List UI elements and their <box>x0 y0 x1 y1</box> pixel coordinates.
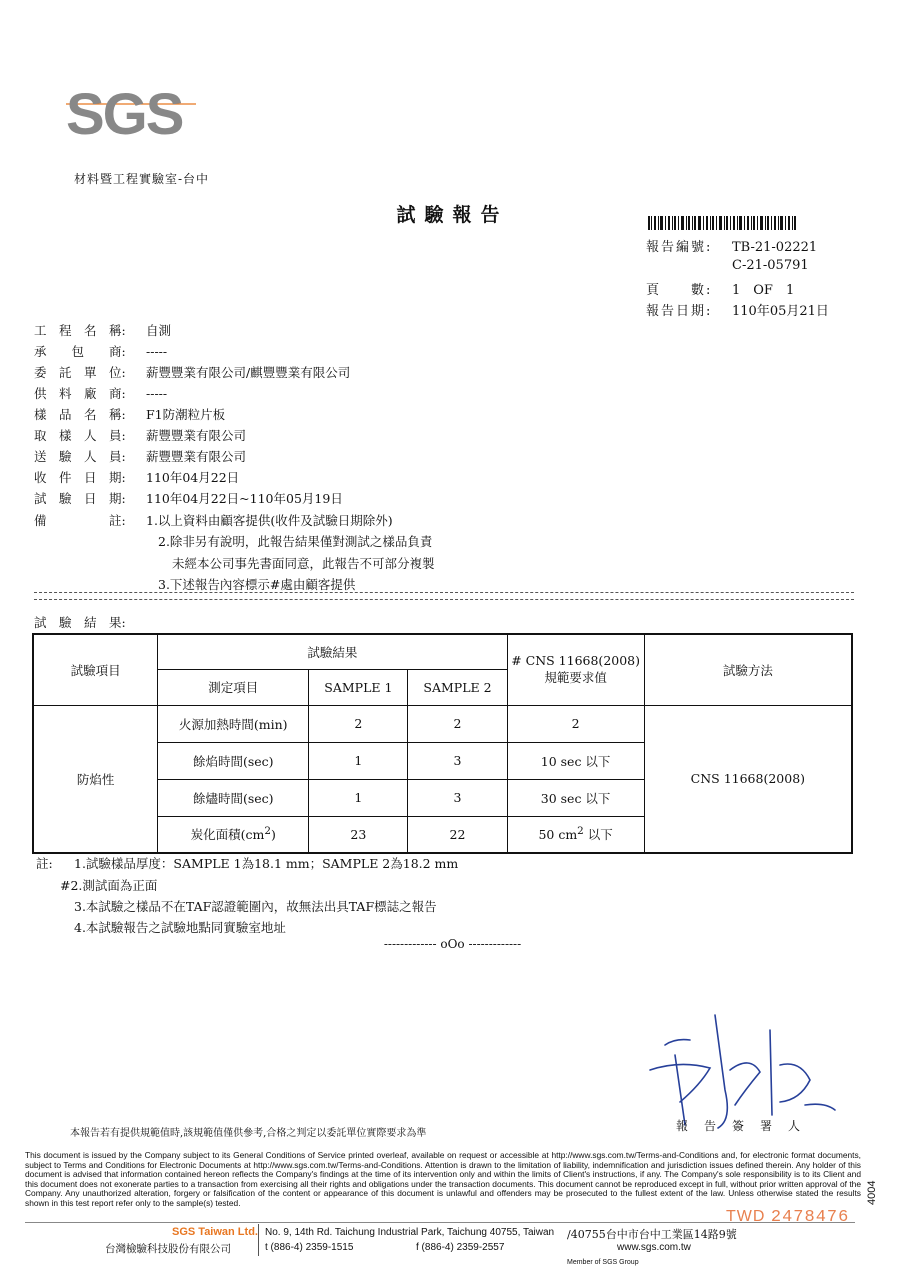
disclaimer: 本報告若有提供規範值時,該規範值僅供參考,合格之判定以委託單位實際要求為準 <box>70 1128 427 1139</box>
header-sample-2: SAMPLE 2 <box>408 669 507 705</box>
sample-2-cell: 2 <box>408 705 507 742</box>
address-cn: /40755台中市台中工業區14路9號 <box>567 1228 737 1241</box>
info-row: 委 託 單 位: 薪豐豐業有限公司/麒豐豐業有限公司 <box>34 365 351 380</box>
page-title: 試驗報告 <box>396 204 509 226</box>
header-test-results: 試驗結果 <box>158 634 507 669</box>
results-label: 試 驗 結 果: <box>34 615 126 630</box>
lab-name: 材料暨工程實驗室-台中 <box>74 172 210 186</box>
footnote-line: #2.測試面為正面 <box>60 878 158 893</box>
sgs-logo <box>66 72 196 142</box>
company-name-cn: 台灣檢驗科技股份有限公司 <box>105 1243 231 1255</box>
measure-cell: 餘燼時間(sec) <box>158 779 309 816</box>
spec-cell: 50 $cm^2$ 以下 <box>507 816 644 853</box>
info-row: 試 驗 日 期: 110年04月22日~110年05月19日 <box>34 491 343 506</box>
info-row: 工 程 名 稱: 自測 <box>34 323 172 338</box>
footnote-label: 註: <box>36 856 53 871</box>
serial-number: TWD 2478476 <box>726 1208 850 1227</box>
separator <box>34 592 854 600</box>
barcode <box>648 216 796 230</box>
info-row: 收 件 日 期: 110年04月22日 <box>34 470 240 485</box>
results-table <box>32 633 853 854</box>
address-en: No. 9, 14th Rd. Taichung Industrial Park, Taichung 40755, Taiwan <box>265 1227 555 1238</box>
page-count: 頁 數: 1 OF 1 <box>646 283 795 298</box>
footnote-line: 1.試驗樣品厚度：SAMPLE 1為18.1 mm；SAMPLE 2為18.2 mm <box>74 856 459 871</box>
measure-cell: 火源加熱時間(min) <box>158 705 309 742</box>
notes-row: 備 註: 1.以上資料由顧客提供(收件及試驗日期除外) <box>34 513 393 528</box>
header-spec: # CNS 11668(2008) 規範要求值 <box>507 634 644 705</box>
info-row: 供 料 廠 商: ----- <box>34 386 168 401</box>
header-test-item: 試驗項目 <box>33 634 158 705</box>
sample-1-cell: 23 <box>309 816 408 853</box>
footnote-line: 3.本試驗之樣品不在TAF認證範圍內，故無法出具TAF標誌之報告 <box>74 899 437 914</box>
header-sample-1: SAMPLE 1 <box>309 669 408 705</box>
info-row: 承 包 商: ----- <box>34 344 168 359</box>
spec-cell: 10 sec 以下 <box>507 742 644 779</box>
end-mark: ------------- oOo ------------- <box>383 937 522 951</box>
signer-label: 報告簽署人 <box>676 1119 817 1133</box>
header-measure: 測定項目 <box>158 669 309 705</box>
method-cell: CNS 11668(2008) <box>644 705 852 853</box>
header-method: 試驗方法 <box>644 634 852 705</box>
company-name-en: SGS Taiwan Ltd. <box>172 1226 258 1238</box>
svg-text:SGS: SGS <box>66 82 183 142</box>
note-line: 2.除非另有說明，此報告結果僅對測試之樣品負責 <box>158 534 433 549</box>
measure-cell: 餘焰時間(sec) <box>158 742 309 779</box>
sample-2-cell: 3 <box>408 742 507 779</box>
sample-1-cell: 1 <box>309 779 408 816</box>
footnote-line: 4.本試驗報告之試驗地點同實驗室地址 <box>74 920 286 935</box>
report-number-secondary: C-21-05791 <box>732 258 809 273</box>
note-line: 3.下述報告內容標示#處由顧客提供 <box>158 577 356 592</box>
sample-2-cell: 3 <box>408 779 507 816</box>
measure-cell: 炭化面積$(cm^2)$ <box>158 816 309 853</box>
note-line: 未經本公司事先書面同意，此報告不可部分複製 <box>172 556 435 571</box>
sample-1-cell: 1 <box>309 742 408 779</box>
signature <box>640 1010 860 1130</box>
spec-cell: 30 sec 以下 <box>507 779 644 816</box>
info-row: 送 驗 人 員: 薪豐豐業有限公司 <box>34 449 247 464</box>
sample-1-cell: 2 <box>309 705 408 742</box>
footer-divider <box>258 1224 259 1256</box>
spec-cell: 2 <box>507 705 644 742</box>
legal-text: This document is issued by the Company subject to its General Conditions of Service printed overleaf, available on request or accessible at http://www.sgs.com.tw/Terms-and-Conditions and, for electronic format documents, subject to Terms and Conditions for Electronic Documents at http://www.sgs.com.tw/Terms-and-Conditions. Attention is drawn to the limitation of liability, indemnification and jurisdiction issues defined therein. Any holder of this document is advised that information contained hereon reflects the Company's findings at the time of its intervention only and within the limits of Client's instructions, if any. The Company's sole responsibility is to its Client and this document does not exonerate parties to a transaction from exercising all their rights and obligations under the transaction documents. This document cannot be reproduced except in full, without prior written approval of the Company. Any unauthorized alteration, forgery or falsification of the content or appearance of this document is unlawful and offenders may be prosecuted to the fullest extent of the law. Unless otherwise stated the results shown in this test report refer only to the sample(s) tested. <box>25 1150 861 1208</box>
info-row: 取 樣 人 員: 薪豐豐業有限公司 <box>34 428 247 443</box>
side-code: 4004 <box>866 1180 878 1205</box>
website: www.sgs.com.tw <box>617 1242 691 1253</box>
report-date: 報告日期: 110年05月21日 <box>646 304 829 319</box>
sample-2-cell: 22 <box>408 816 507 853</box>
fax: f (886-4) 2359-2557 <box>416 1242 505 1253</box>
member-note: Member of SGS Group <box>567 1259 639 1266</box>
telephone: t (886-4) 2359-1515 <box>265 1242 354 1253</box>
report-number: 報告編號: TB-21-02221 <box>646 240 818 255</box>
info-row: 樣 品 名 稱: F1防潮粒片板 <box>34 407 226 422</box>
category-cell: 防焰性 <box>33 705 158 853</box>
